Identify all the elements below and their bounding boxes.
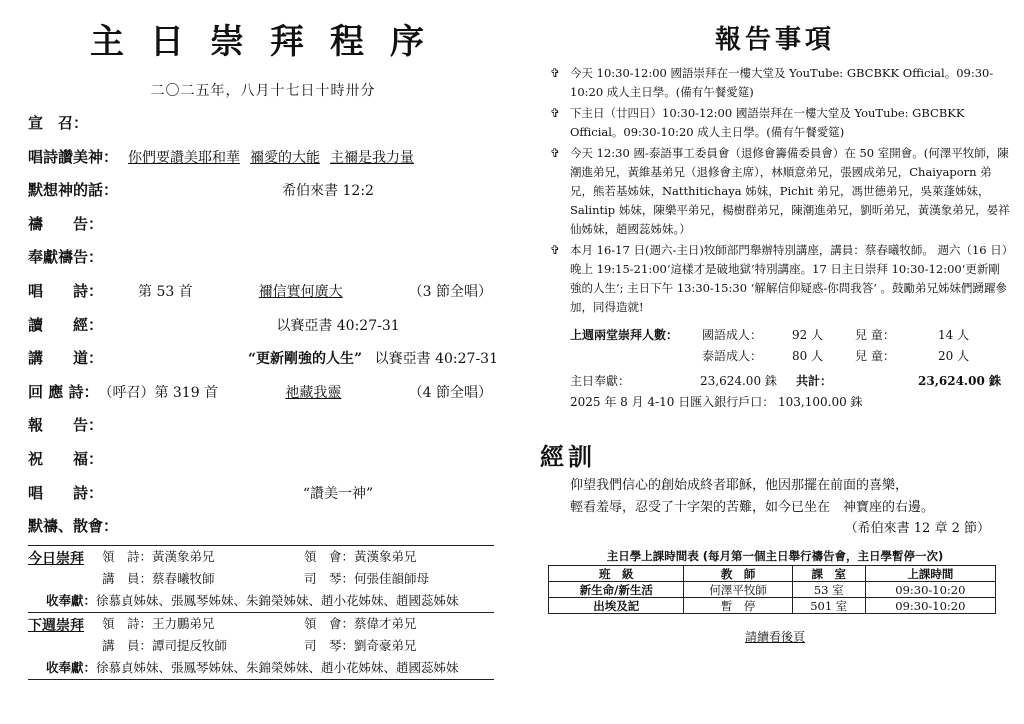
hymn-title: 祂藏我靈 bbox=[285, 384, 342, 401]
staff-role: 司 琴：何張佳韻師母 bbox=[304, 571, 430, 586]
order-label: 讀 經： bbox=[28, 315, 104, 334]
service-date: 二〇二五年，八月十七日十時卅分 bbox=[150, 83, 376, 99]
order-content bbox=[128, 147, 498, 167]
table-cell: 暫 停 bbox=[684, 598, 792, 614]
announcements-column bbox=[540, 18, 1010, 645]
order-row bbox=[28, 146, 498, 180]
table-cell: 501 室 bbox=[792, 598, 865, 614]
order-row bbox=[28, 482, 498, 516]
order-label: 回 應 詩： bbox=[28, 382, 99, 401]
order-row bbox=[28, 112, 498, 146]
total-label: 共計： bbox=[796, 374, 833, 388]
child-count: 20 人 bbox=[938, 349, 970, 363]
child-label: 兒 童： bbox=[855, 328, 895, 342]
order-row bbox=[28, 347, 498, 381]
continue-link[interactable]: 請續看後頁 bbox=[744, 630, 805, 644]
staff-row bbox=[28, 568, 494, 590]
announcement-list bbox=[540, 64, 1010, 317]
offering-label: 主日奉獻： bbox=[570, 374, 631, 388]
order-content bbox=[98, 382, 498, 402]
staff-block bbox=[28, 612, 494, 680]
column-header: 教 師 bbox=[684, 566, 792, 582]
announcement-item bbox=[540, 241, 1010, 317]
order-row bbox=[28, 515, 498, 549]
staff-block bbox=[28, 545, 494, 612]
stats-row-thai bbox=[570, 346, 1010, 367]
sermon-title: “更新剛強的人生” bbox=[248, 351, 363, 368]
order-row bbox=[28, 179, 498, 213]
stats-row-mandarin bbox=[570, 325, 1010, 346]
hymn-title: 禰愛的大能 bbox=[250, 149, 321, 166]
order-content bbox=[138, 315, 498, 335]
verse-reference: （希伯來書 12 章 2 節） bbox=[844, 521, 990, 536]
order-row bbox=[28, 414, 498, 448]
verse-line: 仰望我們信心的創始成終者耶穌，他因那擺在前面的喜樂， bbox=[570, 478, 909, 493]
column-header: 課 室 bbox=[792, 566, 865, 582]
order-content bbox=[138, 348, 498, 368]
cross-icon: ✞ bbox=[549, 106, 561, 120]
schedule-title: 主日學上課時間表 (每月第一個主日舉行禱告會，主日學暫停一次) bbox=[606, 549, 944, 563]
order-label: 默想神的話： bbox=[28, 181, 119, 200]
staff-row bbox=[28, 613, 494, 635]
offering-team bbox=[28, 590, 494, 612]
cross-icon: ✞ bbox=[549, 243, 561, 257]
order-label: 講 道： bbox=[28, 349, 104, 368]
staff-row bbox=[28, 635, 494, 657]
child-label: 兒 童： bbox=[855, 349, 895, 363]
offering-names: 徐慕貞姊妹、張鳳琴姊妹、朱錦榮姊妹、趙小花姊妹、趙國蕊姊妹 bbox=[96, 660, 459, 675]
staff-role: 領 會：蔡偉才弟兄 bbox=[304, 616, 417, 631]
service-staff bbox=[28, 545, 494, 680]
staff-role: 司 琴：劉奇豪弟兄 bbox=[304, 638, 417, 653]
verse-text bbox=[570, 475, 1010, 519]
order-row bbox=[28, 381, 498, 415]
table-cell: 53 室 bbox=[792, 582, 865, 598]
staff-row bbox=[28, 546, 494, 568]
table-cell: 新生命/新生活 bbox=[549, 582, 684, 598]
service-order-list bbox=[28, 112, 498, 549]
thai-adult-count: 80 人 bbox=[792, 349, 824, 363]
total-amount: 23,624.00 銖 bbox=[918, 374, 1001, 388]
hymn-title: 主禰是我力量 bbox=[330, 149, 415, 166]
cross-icon: ✞ bbox=[549, 66, 561, 80]
order-content bbox=[138, 281, 498, 301]
announcement-text: 今天 10:30-12:00 國語崇拜在一樓大堂及 YouTube: GBCBKK Official。09:30-10:20 成人主日學。(備有午餐愛筵) bbox=[570, 66, 994, 99]
item-text: 希伯來書 12:2 bbox=[282, 183, 374, 200]
order-label: 奉獻禱告： bbox=[28, 248, 104, 267]
table-cell: 09:30-10:20 bbox=[865, 582, 995, 598]
announcement-text: 今天 12:30 國-泰語事工委員會（退修會籌備委員會）在 50 室開會。(何澤平牧師，陳潮進弟兄，黃維基弟兄（退修會主席），林順意弟兄，張國成弟兄，Chaiyaporn 弟兄，熊若基姊妹，Natthitichaya 姊妹，Pichit 弟兄，馮世德弟兄，吳萊蓬姊妹，Salintip 姊妹，陳樂平弟兄，楊樹群弟兄，陳潮進弟兄，劉昕弟兄，黃漢象弟兄，晏祥仙姊妹，趙國蕊姊妹。） bbox=[570, 146, 1010, 236]
offering-label: 收奉獻： bbox=[46, 660, 97, 675]
attendance-stats bbox=[570, 325, 1010, 413]
order-label: 默禱、散會： bbox=[28, 517, 119, 536]
table-row bbox=[549, 598, 996, 614]
announcement-item bbox=[540, 64, 1010, 102]
order-label: 祝 福： bbox=[28, 449, 104, 468]
offering-names: 徐慕貞姊妹、張鳳琴姊妹、朱錦榮姊妹、趙小花姊妹、趙國蕊姊妹 bbox=[96, 593, 459, 608]
staff-role: 領 會：黃漢象弟兄 bbox=[304, 549, 417, 564]
announcement-text: 本月 16-17 日(週六-主日)牧師部門舉辦特別講座，講員：蔡春曦牧師。 週六（16 日）晚上 19:15-21:00‘這樣才是破地獄’特別講座。17 日主日崇拜 10:30-12:00‘更新剛強的人生’; 主日下午 13:30-15:30 ‘解解信仰疑惑-你問我答’ 。鼓勵弟兄姊妹們踴躍參加，同得造就! bbox=[570, 243, 1008, 314]
page-title: 主日崇拜程序 bbox=[90, 22, 450, 62]
offering-team bbox=[28, 657, 494, 679]
sunday-school-table bbox=[548, 565, 996, 614]
offering-amount: 23,624.00 銖 bbox=[700, 374, 777, 388]
announcements-title: 報告事項 bbox=[714, 25, 835, 55]
order-label: 禱 告： bbox=[28, 214, 104, 233]
hymn-title: 你們要讚美耶和華 bbox=[128, 149, 241, 166]
table-row bbox=[549, 582, 996, 598]
announcement-item bbox=[540, 144, 1010, 239]
offering-label: 收奉獻： bbox=[46, 593, 97, 608]
order-of-service bbox=[28, 18, 498, 549]
mandarin-adult-label: 國語成人： bbox=[702, 328, 763, 342]
announcement-text: 下主日（廿四日）10:30-12:00 國語崇拜在一樓大堂及 YouTube: GBCBKK Official。09:30-10:20 成人主日學。(備有午餐愛筵) bbox=[570, 106, 965, 139]
order-row bbox=[28, 314, 498, 348]
staff-role: 講 員：蔡春曦牧師 bbox=[102, 571, 215, 586]
column-header: 上課時間 bbox=[865, 566, 995, 582]
order-content bbox=[118, 180, 498, 200]
hymn-number: 第 53 首 bbox=[138, 283, 193, 300]
order-label: 唱 詩： bbox=[28, 483, 104, 502]
staff-tag: 下週崇拜 bbox=[28, 618, 84, 634]
order-row bbox=[28, 280, 498, 314]
order-label: 唱詩讚美神： bbox=[28, 147, 119, 166]
table-cell: 出埃及記 bbox=[549, 598, 684, 614]
table-header-row bbox=[549, 566, 996, 582]
order-row bbox=[28, 213, 498, 247]
table-cell: 09:30-10:20 bbox=[865, 598, 995, 614]
sermon-reference: 以賽亞書 40:27-31 bbox=[374, 351, 498, 368]
column-header: 班 級 bbox=[549, 566, 684, 582]
hymn-title: 禰信實何廣大 bbox=[258, 283, 343, 300]
child-count: 14 人 bbox=[938, 328, 970, 342]
mandarin-adult-count: 92 人 bbox=[792, 328, 824, 342]
order-row bbox=[28, 448, 498, 482]
table-cell: 何澤平牧師 bbox=[684, 582, 792, 598]
item-text: 以賽亞書 40:27-31 bbox=[276, 317, 400, 334]
stats-row-offering bbox=[570, 371, 1010, 392]
stats-label: 上週兩堂崇拜人數： bbox=[570, 328, 679, 342]
staff-tag: 今日崇拜 bbox=[28, 551, 84, 567]
order-label: 報 告： bbox=[28, 416, 104, 435]
order-content bbox=[138, 483, 498, 503]
staff-role: 講 員：譚司提反牧師 bbox=[102, 638, 228, 653]
verse-title: 經訓 bbox=[540, 442, 596, 471]
hymn-note: （3 節全唱） bbox=[408, 283, 492, 300]
thai-adult-label: 泰語成人： bbox=[702, 349, 763, 363]
bank-deposit: 2025 年 8 月 4-10 日匯入銀行戶口： 103,100.00 銖 bbox=[570, 395, 863, 409]
order-label: 宣 召： bbox=[28, 114, 89, 132]
item-text: “讚美一神” bbox=[302, 485, 374, 502]
staff-role: 領 詩：王力鵬弟兄 bbox=[102, 616, 215, 631]
hymn-number: （呼召）第 319 首 bbox=[98, 384, 219, 401]
hymn-note: （4 節全唱） bbox=[408, 384, 492, 401]
order-label: 唱 詩： bbox=[28, 281, 104, 300]
announcement-item bbox=[540, 104, 1010, 142]
staff-role: 領 詩：黃漢象弟兄 bbox=[102, 549, 215, 564]
cross-icon: ✞ bbox=[549, 146, 561, 160]
verse-line: 輕看羞辱，忍受了十字架的苦難，如今已坐在 神寶座的右邊。 bbox=[570, 500, 935, 515]
order-row bbox=[28, 246, 498, 280]
